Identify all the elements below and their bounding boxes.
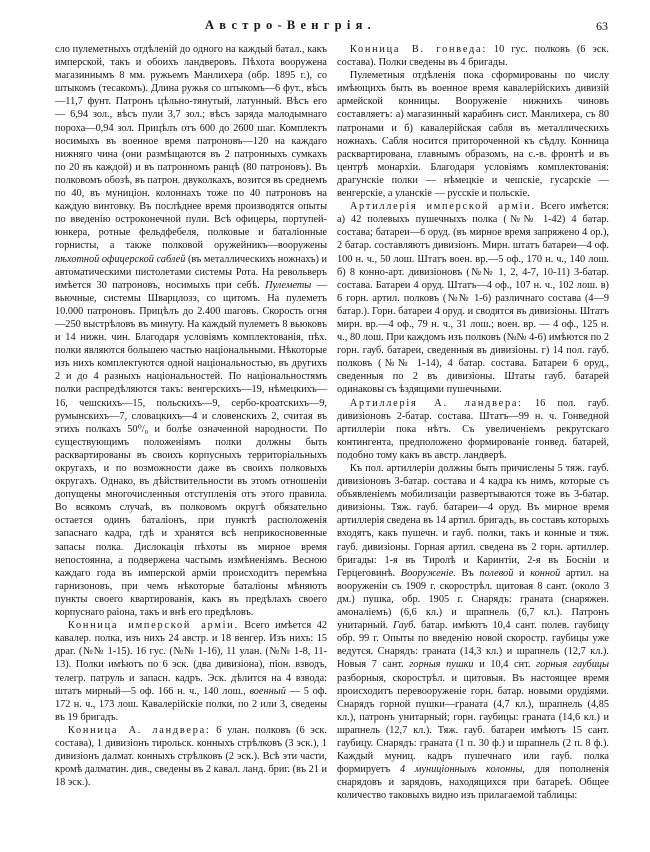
text-run: батар. имѣютъ 10,4 сант. полев. гаубицу обр. 99 г. Опыты по введенію новой скоростр. гаубицы уже ведутся. Снарядъ: граната (14,3 кл.) и шрапнель (12,7 кл.). Новыя 7 сант. <box>337 620 609 671</box>
text-run: 16 пол. гауб. дивизіоновъ 2-батар. состава. Штатъ—99 н. ч. Гонведной артиллеріи пока нѣтъ. Съ увеличеніемъ рекрутскаго контингента, предположено формированіе гонвед. батарей, подобно тому какъ въ австр. ландверѣ. <box>337 397 609 461</box>
paragraph <box>337 200 609 396</box>
text-run: Пулеметы <box>265 279 312 291</box>
text-run: — 5 оф. 172 н. ч., 173 лош. Кавалерійскіе полки, по 2 или 3, сведены въ 19 бригадъ. <box>55 685 327 723</box>
right-column <box>337 43 609 802</box>
text-run: (въ металлическихъ ножнахъ) и автоматическими пистолетами системы Рота. На револьверъ имѣется 30 патроновъ, носимыхъ при себѣ. <box>55 253 327 291</box>
text-run: 10 гус. полковъ (6 эск. состава). Полки сведены въ 4 бригады. <box>337 44 609 69</box>
paragraph <box>55 619 327 724</box>
text-run: военный <box>249 685 286 697</box>
left-column <box>55 43 327 802</box>
run-in-heading: Артиллерія А. ландвера: <box>349 397 523 409</box>
text-run: Въ <box>455 567 480 579</box>
text-run: артил. на вооруженіи съ 1909 г. скорострѣл. щитовая 8 сант. (около 3 дм.) пушка, обр. 1905 г. Снарядъ: граната (снаряжен. амоналіемъ) (6,6 кл.) и шрапнель (6,7 кл.). Патронъ унитарный. <box>337 567 609 632</box>
text-run: Вооруженіе. <box>400 567 456 579</box>
paragraph <box>55 43 327 619</box>
text-run: и <box>513 567 531 579</box>
text-run: Къ пол. артиллеріи должны быть причислены 5 тяж. гауб. дивизіоновъ 3-батар. состава и 4 кадра къ нимъ, которые съ объявленіемъ мобилизаціи развертываются тоже въ 3-батар. дивизіоны. Тяж. гауб. батареи—4 оруд. Въ мирное время артиллерія сведена въ 14 артил. бригадъ, въ составъ которыхъ входятъ, какъ пушечн. и гауб. полки, такъ и конные и тяж. гауб. дивизіоны. Горная артил. сведена въ 2 горн. артиллер. бригады: 1-я въ Тиролѣ и Каринтіи, 2-я въ Босніи и Герцеговинѣ. <box>337 463 609 579</box>
text-run: полевой <box>479 567 514 579</box>
text-run: разборныя, скорострѣл. и щитовыя. Въ настоящее время происходитъ перевооруженіе горн. батар. новыми орудіями. Снарядъ горной пушки—граната (4,7 кл.), шрапнель (4,85 кл.), патронъ унитарный; горн. гаубицы: граната (14,6 кл.) и шрапнель (12,7 кл.). Тяж. гауб. батареи имѣютъ 15 сант. гаубицу. Снарядъ: граната (1 п. 30 ф.) и шрапнель (2 п. 8 ф.). Каждый муниц. кадръ пушечнаго или гауб. полка формируетъ <box>337 672 609 776</box>
text-run: конной <box>530 567 561 579</box>
text-run: горныя гаубицы <box>536 659 609 671</box>
paragraph <box>337 69 609 200</box>
run-in-heading: Конница имперской арміи. <box>67 620 239 632</box>
paragraph <box>337 397 609 462</box>
text-run: Всего имѣется: а) 42 полевыхъ пушечныхъ полка (№№ 1-42) 4 батар. состава; батареи—6 оруд. (въ мирное время запряжено 4 ор.), 2 батар. составляютъ дивизіонъ. Мирн. штатъ батареи—4 оф. 100 н. ч., 50 лош. Штатъ воен. вр.—5 оф., 170 н. ч., 140 лош. б) 8 конно-арт. дивизіоновъ (№№ 1, 2, 4-7, 10-11) 3-батар. состава. Батареи 4 оруд. Штатъ—4 оф., 107 н. ч., 102 лош. в) 6 горн. артил. полковъ (№№ 1-6) различнаго состава (4—9 батар.). Горн. батареи 4 оруд. и сводятся въ дивизіоны. Штатъ мирн. вр.—4 оф., 79 н. ч., 31 лош.; воен. вр. — 4 оф., 125 н. ч., 80 лош. При каждомъ изъ полковъ (№№ 4-6) имѣются по 2 горн. гауб. батареи, сведенныя въ дивизіоны. г) 14 пол. гауб. полковъ (№№ 1-14), 4 батар. состава. Батареи 6 оруд., сведенныя по 2 въ дивизіоны. Штаты гауб. батарей одинаковы съ ѣздящими пушечными. <box>337 201 609 396</box>
text-run: и 10,4 снт. <box>473 659 537 671</box>
paragraph <box>55 724 327 789</box>
running-header <box>55 18 610 36</box>
text-columns <box>55 43 609 802</box>
page-number: 63 <box>596 19 608 33</box>
run-in-heading: Конница А. ландвера: <box>67 724 211 736</box>
paragraph <box>337 462 609 802</box>
run-in-heading: Конница В. гонведа: <box>349 44 487 55</box>
text-run: 6 улан. полковъ (6 эск. состава), 1 дивизіонъ тирольск. конныхъ стрѣлковъ (3 эск.), 1 дивизіонъ далмат. конныхъ стрѣлковъ (2 эск.). Всѣ эти части, кромѣ далматин. див., сведены въ 2 кавал. ланд. бриг. (въ 21 и 18 эск.). <box>55 724 327 789</box>
paragraph <box>337 43 609 69</box>
text-run: 4 муниціонныхъ колонны <box>400 764 523 776</box>
text-run: Гауб. <box>393 620 416 632</box>
text-run: горныя пушки <box>409 659 474 671</box>
run-in-heading: Артиллерія имперской арміи. <box>349 201 536 213</box>
text-run: , для пополненія снарядовъ и зарядовъ, находящихся при батареѣ. Общее количество таковыхъ видно изъ прилагаемой таблицы: <box>337 764 609 802</box>
text-run: Всего имѣется 42 кавалер. полка, изъ нихъ 24 австр. и 18 венгер. Изъ нихъ: 15 драг. (№№ 1-15). 16 гус. (№№ 1-16), 11 улан. (№№ 1-8, 11-13). Полки имѣютъ по 6 эск. (два дивизіона), піон. взводъ, телегр. патруль и запасн. кадръ. Эск. дѣлится на 4 взвода: штатъ мирный—5 оф. 166 н. ч., 140 лош., <box>55 620 327 697</box>
page-title: Австро-Венгрія. <box>205 18 376 32</box>
text-run: пѣхотной офицерской саблей <box>55 253 186 265</box>
text-run: — вьючные, системы Шварцлозэ, со щитомъ. На пулеметъ 10.000 патроновъ. Прицѣлъ до 2.400 шаговъ. Скорость огня—250 выстрѣловъ въ минуту. На каждый пулеметъ 8 вьюковъ и 14 нижн. чин. Благодаря условіямъ комплектованія, пѣх. полки являются большею частью національными. Нѣкоторые изъ нихъ комплектуются одной національностью, въ другихъ 2 и до 4 разныхъ національностей. По національностямъ полки распредѣляются такъ: венгерскихъ—19, нѣмецкихъ—16, чешскихъ—15, польскихъ—9, сербо-кроатскихъ—9, румынскихъ—7, словацкихъ—4 и словенскихъ 2, считая въ этихъ полкахъ 50⁰/₀ и болѣе означенной народности. По существующимъ положеніямъ полки должны быть расквартированы въ своихъ корпусныхъ территоріальныхъ округахъ, и по возможности даже въ своихъ полковыхъ округахъ. Однако, въ дѣйствительности въ этомъ отношеніи допущены многочисленныя отступленія отъ этого правила. Во всякомъ случаѣ, въ полковомъ округѣ обязательно остается одинъ баталіонъ, при пунктѣ расположенія запаснаго кадра, гдѣ и хранятся всѣ неприкосновенные запасы полка. Дислокація пѣхоты въ мирное время непостоянна, а подвержена частымъ измѣненіямъ. Весною каждаго года въ имперской арміи происходитъ перемѣна гарнизоновъ, при чемъ нѣкоторые баталіоны мѣняютъ пункты своего квартированія, какъ въ предѣлахъ своего корпуснаго раіона, такъ и внѣ его предѣловъ. <box>55 279 327 619</box>
text-run: сло пулеметныхъ отдѣленій до одного на каждый батал., какъ имперской, такъ и обоихъ ландверовъ. Пѣхота вооружена магазиннымъ 8 мм. ружьемъ Манлихера (обр. 1895 г.), со штыкомъ (тесакомъ). Длина ружья со штыкомъ—6 фут., вѣсъ—11,7 фунт. Патронъ цѣльно-тянутый, латунный. Вѣсъ его — 6,94 зол., вѣсъ пули 3,7 зол.; вѣсъ заряда малодымнаго пороха—0,94 зол. Прицѣлъ отъ 600 до 2600 шаг. Комплектъ носимыхъ въ военное время патроновъ—120 на каждаго нижняго чина (они размѣщаются въ 2 патронныхъ сумкахъ по 20 въ каждой) и въ патронномъ ранцѣ (80 патроновъ). Въ полковомъ обозѣ, въ патрон. двуколкахъ, возится въ среднемъ по 40, въ муниціон. колоннахъ тоже по 40 патроновъ на каждую винтовку. Въ послѣднее время производятся опыты по введенію остроконечной пули. Всѣ офицеры, портупей-юнкера, ротные фельдфебеля, полковые и баталіонные горнисты, а также полковой оружейникъ—вооружены <box>55 44 327 252</box>
text-run: Пулеметныя отдѣленія пока сформированы по числу имѣющихъ быть въ военное время кавалерійскихъ дивизій армейской конницы. Вооруженіе нижнихъ чиновъ составляетъ: а) магазинный карабинъ сист. Манлихера, съ 80 патронами и б) кавалерійская сабля въ металлическихъ ножнахъ. Сабля носится притороченной къ сѣдлу. Конница расквартирована, главнымъ образомъ, на с.-в. фронтѣ и въ центрѣ монархіи. Благодаря условіямъ комплектованія: драгунскіе полки — нѣмецкіе и чешскіе, гусарскіе — венгерскіе, а уланскіе — русскіе и польскіе. <box>337 70 609 200</box>
